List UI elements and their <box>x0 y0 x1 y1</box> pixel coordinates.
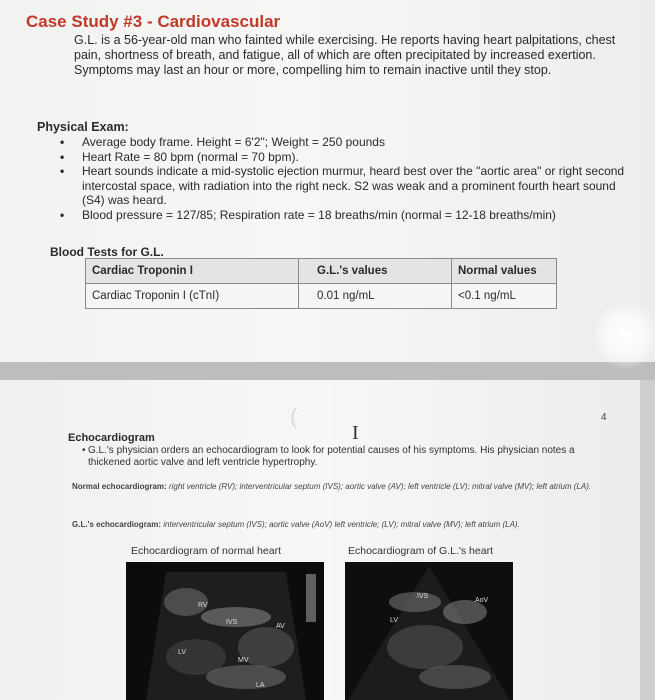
gl-echo-text: interventricular septum (IVS); aortic valve (AoV) left ventricle; (LV); mitral valve (MV); left atrium (LA). <box>161 520 520 529</box>
physical-exam-heading: Physical Exam: <box>37 120 129 134</box>
echocardiogram-heading: Echocardiogram <box>68 432 155 444</box>
scrollbar[interactable] <box>640 380 655 700</box>
echo-label: LV <box>390 617 399 624</box>
caption-gl-heart: Echocardiogram of G.L.'s heart <box>348 545 493 557</box>
normal-echo-label: Normal echocardiogram: <box>72 482 167 491</box>
echo-label: IVS <box>226 619 238 626</box>
blood-tests-heading: Blood Tests for G.L. <box>50 245 164 259</box>
echo-label: LV <box>178 649 187 656</box>
text-cursor-icon: I <box>352 422 359 444</box>
column-header: Cardiac Troponin I <box>86 259 299 284</box>
echo-scan-gl <box>345 562 513 700</box>
blood-tests-table <box>85 258 557 309</box>
list-item <box>58 208 633 223</box>
gl-echo-legend <box>72 520 592 530</box>
echo-label: IVS <box>417 593 429 600</box>
bullet: • <box>82 445 86 456</box>
faint-arc-mark: ( <box>290 404 298 429</box>
list-item <box>58 150 633 165</box>
echo-label: LA <box>256 682 265 689</box>
case-intro: G.L. is a 56-year-old man who fainted while exercising. He reports having heart palpitations, chest pain, shortness of breath, and fatigue, all of which are often precipitated by increased exertion. Symptoms may last an hour or more, compelling him to remain inactive until they stop. <box>74 33 616 77</box>
table-row <box>86 284 557 309</box>
physical-exam-list <box>58 135 633 222</box>
echo-scan-normal <box>126 562 324 700</box>
column-header: Normal values <box>452 259 557 284</box>
normal-echo-legend <box>72 482 612 492</box>
bullet: • <box>60 149 65 164</box>
page-title: Case Study #3 - Cardiovascular <box>26 12 281 31</box>
echo-image-normal <box>126 562 324 700</box>
table-cell: 0.01 ng/mL <box>299 284 452 309</box>
echo-label: MV <box>238 657 249 664</box>
bullet: • <box>60 164 65 178</box>
table-cell: Cardiac Troponin I (cTnI) <box>86 284 299 309</box>
echo-bullet-text: G.L.'s physician orders an echocardiogram to look for potential causes of his symptoms. His physician notes a thickened aortic valve and left ventricle hypertrophy. <box>88 445 575 468</box>
screen-glare <box>596 300 655 370</box>
column-header: G.L.'s values <box>299 259 452 284</box>
exam-text: Heart sounds indicate a mid-systolic ejection murmur, heard best over the "aortic area" or right second intercostal space, with radiation into the right neck. S2 was weak and a prominent fourth heart sound (S4) was heard. <box>82 164 625 207</box>
page-gap <box>0 362 655 380</box>
exam-text: Average body frame. Height = 6'2"; Weight = 250 pounds <box>82 135 385 149</box>
exam-text: Blood pressure = 127/85; Respiration rate = 18 breaths/min (normal = 12-18 breaths/min) <box>82 207 556 222</box>
echo-label: AV <box>276 623 285 630</box>
exam-text: Heart Rate = 80 bpm (normal = 70 bpm). <box>82 149 299 164</box>
bullet: • <box>60 207 65 222</box>
bullet: • <box>60 135 65 149</box>
echo-label: AoV <box>475 597 489 604</box>
list-item <box>58 164 633 208</box>
normal-echo-text: right ventricle (RV); interventricular septum (IVS); aortic valve (AV); left ventricle (LV); mitral valve (MV); left atrium (LA). <box>166 482 592 491</box>
caption-normal-heart: Echocardiogram of normal heart <box>131 545 281 557</box>
echo-bullet <box>82 445 598 469</box>
gl-echo-label: G.L.'s echocardiogram: <box>72 520 162 529</box>
page-number: 4 <box>601 412 607 423</box>
table-header-row <box>86 259 557 284</box>
echo-label: RV <box>198 602 208 609</box>
echo-image-gl <box>345 562 513 700</box>
list-item <box>58 135 633 150</box>
table-cell: <0.1 ng/mL <box>452 284 557 309</box>
